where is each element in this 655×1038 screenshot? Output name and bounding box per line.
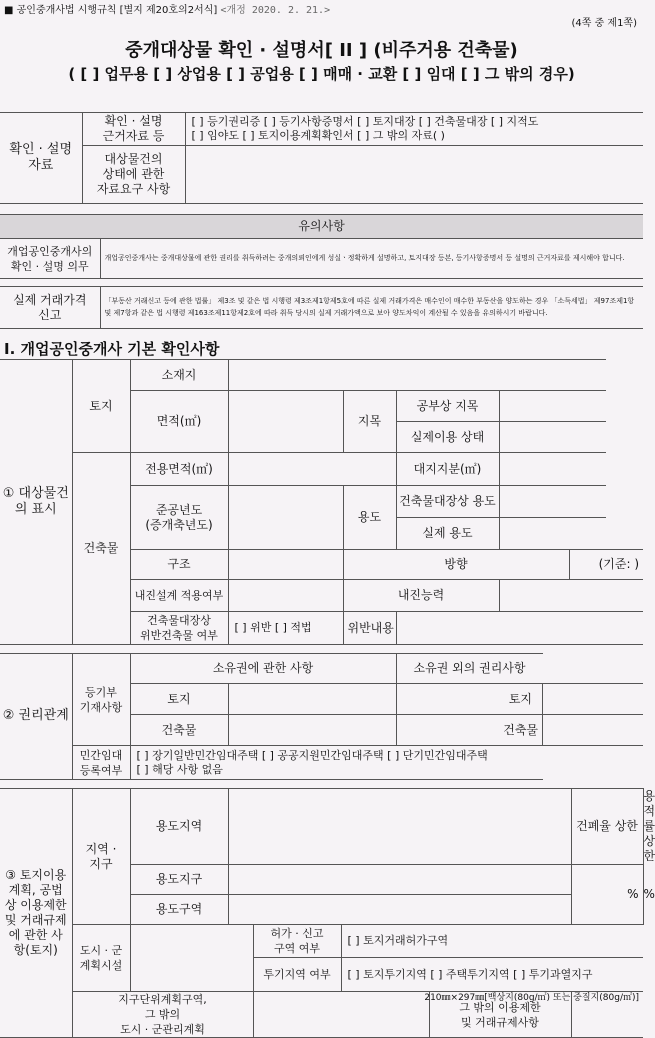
- duty-label: 개업공인중개사의 확인 · 설명 의무: [0, 239, 100, 279]
- permit-label: 허가 · 신고 구역 여부: [253, 925, 341, 958]
- seismic-capacity-field[interactable]: [499, 580, 643, 612]
- violation-detail-label: 위반내용: [343, 612, 396, 645]
- official-jimok-label: 공부상 지목: [396, 391, 499, 422]
- use-area-field[interactable]: [228, 895, 571, 925]
- seismic-field[interactable]: [228, 580, 343, 612]
- usage-label: 용도: [343, 486, 396, 550]
- rights-table: [0, 653, 643, 780]
- registry-label: 등기부 기재사항: [72, 654, 130, 746]
- request-label: 대상물건의 상태에 관한 자료요구 사항: [82, 146, 185, 204]
- ownership-building-field[interactable]: [228, 715, 396, 746]
- rule-ref-text: ■ 공인중개사법 시행규칙 [별지 제20호의2서식]: [4, 5, 218, 16]
- basis-line-1[interactable]: [ ] 등기권리증 [ ] 등기사항증명서 [ ] 토지대장 [ ] 건축물대장 [ ] 지적도: [191, 115, 539, 129]
- form-title: 중개대상물 확인 · 설명서[ II ] (비주거용 건축물): [125, 40, 518, 61]
- jimok-label: 지목: [343, 391, 396, 453]
- rights-building-label: 건축물: [130, 715, 228, 746]
- bcr-label: 건폐율 상한: [571, 789, 643, 865]
- evidence-table: [0, 112, 643, 204]
- completion-year-label: 준공년도 (증개축년도): [130, 486, 228, 550]
- request-field[interactable]: [185, 146, 643, 204]
- land-use-label: ③ 토지이용 계획, 공법 상 이용제한 및 거래규제 에 관한 사 항(토지): [0, 789, 72, 1038]
- rights-label: ② 권리관계: [0, 654, 72, 780]
- land-share-label: 대지지분(㎡): [396, 453, 499, 486]
- rights-land-label: 토지: [130, 684, 228, 715]
- rental-options[interactable]: [130, 746, 543, 780]
- exclusive-area-label: 전용면적(㎡): [130, 453, 228, 486]
- actual-usage-label: 실제 용도: [396, 518, 499, 550]
- revision-text: <개정 2020. 2. 21.>: [220, 5, 331, 16]
- speculation-options[interactable]: [ ] 토지투기지역 [ ] 주택투기지역 [ ] 투기과열지구: [341, 958, 643, 992]
- exclusive-area-field[interactable]: [228, 453, 396, 486]
- notice-table: [0, 214, 643, 329]
- use-zone-label: 용도지구: [130, 865, 228, 895]
- paper-spec: 210㎜×297㎜[백상지(80g/㎡) 또는 중질지(80g/㎡)]: [424, 993, 639, 1003]
- use-zone-field[interactable]: [228, 865, 571, 895]
- ownership-land-field[interactable]: [228, 684, 396, 715]
- usage-options: ( [ ] 업무용 [ ] 상업용 [ ] 공업용 [ ] 매매 · 교환 [ ] 임대 [ ] 그 밖의 경우): [68, 65, 575, 83]
- other-building-label: 건축물: [396, 715, 542, 746]
- rental-label: 민간임대 등록여부: [72, 746, 130, 780]
- district-plan-field[interactable]: [253, 992, 429, 1038]
- register-usage-label: 건축물대장상 용도: [396, 486, 499, 518]
- seismic-label: 내진설계 적용여부: [130, 580, 228, 612]
- structure-label: 구조: [130, 550, 228, 580]
- area-label: 면적(㎡): [130, 391, 228, 453]
- violation-options[interactable]: [ ] 위반 [ ] 적법: [228, 612, 343, 645]
- seismic-capacity-label: 내진능력: [343, 580, 499, 612]
- official-jimok-field[interactable]: [499, 391, 606, 422]
- land-use-table: ③ 토지이용 계획, 공법 상 이용제한 및 거래규제 에 관한 사 항(토지) 지역 · 지구 용도지역 건폐율 상한 용적률 상한 용도지구 % % 용도구역 도시 · 군 계획시설 허가 · 신고 구역 여부 [ ] 토지거래허가구역 투기지역 여부 [ ] 토지투기지역 [ ] 주택투기지역 [ ] 투기과열지구 지구단위계획구역, 그 밖의 도시 · 군관리계획 그 밖의 이용제한 및 거래규제사항: [0, 788, 643, 1038]
- building-label: 건축물: [72, 453, 130, 645]
- other-land-label: 토지: [396, 684, 542, 715]
- bcr-field[interactable]: %: [571, 865, 643, 925]
- register-usage-field[interactable]: [499, 486, 606, 518]
- use-district-label: 용도지역: [130, 789, 228, 865]
- violation-detail-field[interactable]: [396, 612, 643, 645]
- address-field[interactable]: [228, 360, 606, 391]
- city-plan-field[interactable]: [130, 925, 253, 992]
- duty-text: 개업공인중개사는 중개대상물에 관한 권리를 취득하려는 중개의뢰인에게 성실ㆍ정확하게 설명하고, 토지대장 등본, 등기사항증명서 등 설명의 근거자료를 제시해야 합니다.: [100, 239, 643, 279]
- zone-label: 지역 · 지구: [72, 789, 130, 925]
- basis-options[interactable]: [185, 113, 643, 146]
- area-field[interactable]: [228, 391, 343, 453]
- page-info: (4쪽 중 제1쪽): [571, 18, 637, 29]
- violation-label: 건축물대장상 위반건축물 여부: [130, 612, 228, 645]
- rental-line-2[interactable]: [ ] 해당 사항 없음: [136, 762, 223, 776]
- use-area-label: 용도구역: [130, 895, 228, 925]
- price-text: 「부동산 거래신고 등에 관한 법률」 제3조 및 같은 법 시행령 제3조제1항제5호에 따른 실제 거래가격은 매수인이 매수한 부동산을 양도하는 경우 「소득세법」 제97조제1항 및 제7항과 같은 법 시행령 제163조제11항제2호에 따라 취득 당시의 실제 거래가액으로 보아 양도차익이 계산될 수 있음을 유의하시기 바랍니다.: [100, 287, 643, 329]
- district-plan-label: 지구단위계획구역, 그 밖의 도시 · 군관리계획: [72, 992, 253, 1038]
- permit-option[interactable]: [ ] 토지거래허가구역: [341, 925, 643, 958]
- other-restrictions-label: 그 밖의 이용제한 및 거래규제사항: [429, 992, 571, 1038]
- land-label: 토지: [72, 360, 130, 453]
- price-label: 실제 거래가격 신고: [0, 287, 100, 329]
- actual-use-field[interactable]: [499, 422, 606, 453]
- use-district-field[interactable]: [228, 789, 571, 865]
- object-label: ① 대상물건 의 표시: [0, 360, 72, 645]
- ownership-header: 소유권에 관한 사항: [130, 654, 396, 684]
- section1-heading: Ⅰ. 개업공인중개사 기본 확인사항: [4, 340, 220, 358]
- city-plan-label: 도시 · 군 계획시설: [72, 925, 130, 992]
- other-rights-header: 소유권 외의 권리사항: [396, 654, 542, 684]
- direction-basis[interactable]: (기준: ): [569, 550, 643, 580]
- completion-year-field[interactable]: [228, 486, 343, 550]
- basis-line-2[interactable]: [ ] 임야도 [ ] 토지이용계획확인서 [ ] 그 밖의 자료( ): [191, 129, 445, 142]
- rental-line-1[interactable]: [ ] 장기일반민간임대주택 [ ] 공공지원민간임대주택 [ ] 단기민간임대주택: [136, 748, 488, 762]
- object-table: [0, 359, 643, 645]
- other-building-field[interactable]: [543, 715, 643, 746]
- land-share-field[interactable]: [499, 453, 606, 486]
- rule-reference: [4, 1, 330, 16]
- basis-label: 확인 · 설명 근거자료 등: [82, 113, 185, 146]
- other-land-field[interactable]: [543, 684, 643, 715]
- speculation-label: 투기지역 여부: [253, 958, 341, 992]
- address-label: 소재지: [130, 360, 228, 391]
- actual-use-label: 실제이용 상태: [396, 422, 499, 453]
- evidence-section-label: 확인 · 설명 자료: [0, 113, 82, 204]
- direction-label: 방향: [343, 550, 569, 580]
- actual-usage-field[interactable]: [499, 518, 606, 550]
- structure-field[interactable]: [228, 550, 343, 580]
- notice-header: 유의사항: [0, 215, 643, 239]
